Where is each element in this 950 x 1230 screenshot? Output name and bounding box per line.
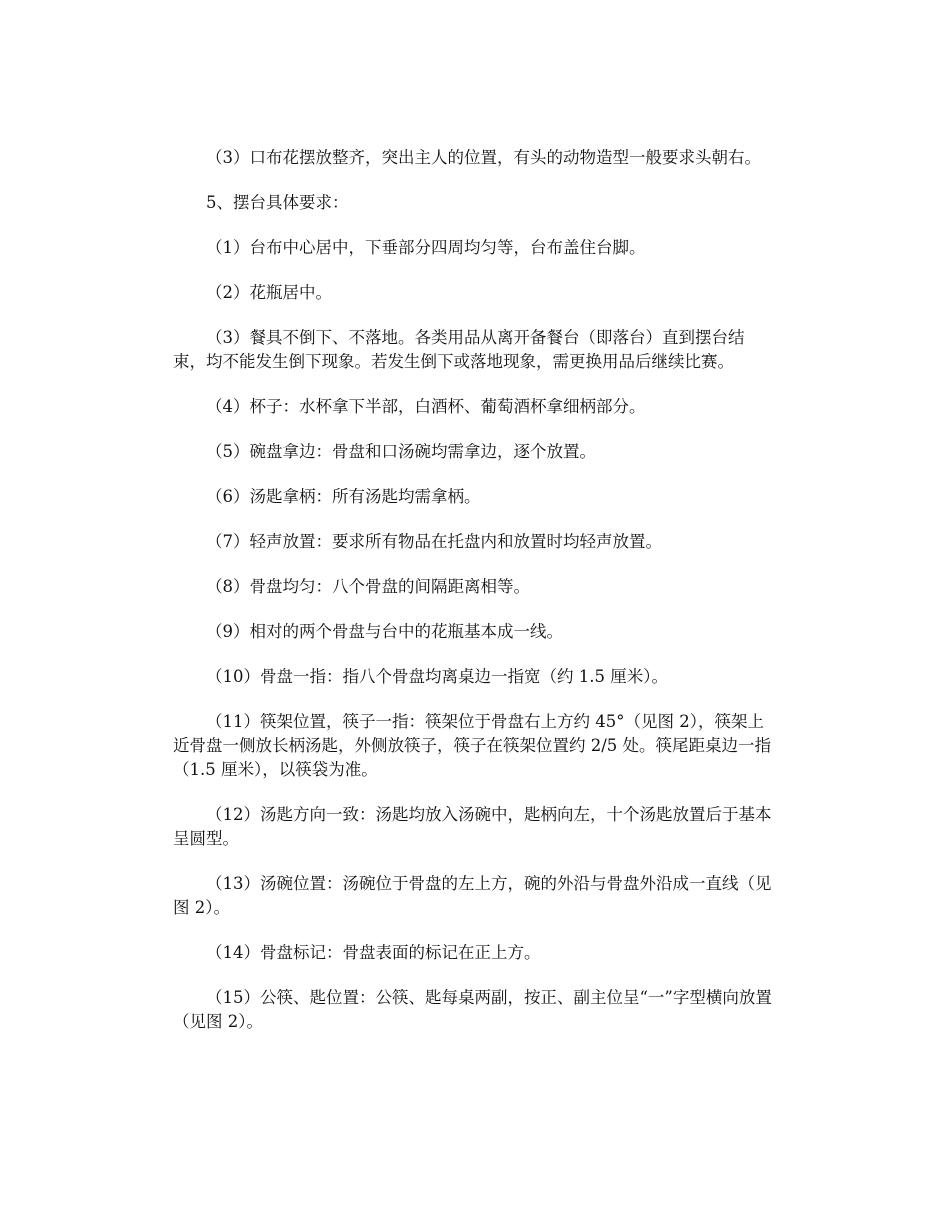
paragraph-spoon-handle: （6）汤匙拿柄：所有汤匙均需拿柄。 [206,487,481,506]
document-body [173,146,773,1034]
paragraph-napkin-fold: （3）口布花摆放整齐，突出主人的位置，有头的动物造型一般要求头朝右。 [206,148,761,167]
paragraph-soup-bowl-position: （13）汤碗位置：汤碗位于骨盘的左上方，碗的外沿与骨盘外沿成一直线（见图 2）。 [173,874,772,917]
paragraph-plate-edge: （10）骨盘一指：指八个骨盘均离桌边一指宽（约 1.5 厘米）。 [206,667,668,686]
paragraph-plate-alignment: （9）相对的两个骨盘与台中的花瓶基本成一线。 [206,622,563,641]
paragraph-serving-utensils: （15）公筷、匙位置：公筷、匙每桌两副，按正、副主位呈“一”字型横向放置（见图 2）。 [173,988,772,1031]
paragraph-cups: （4）杯子：水杯拿下半部，白酒杯、葡萄酒杯拿细柄部分。 [206,397,646,416]
paragraph-plate-marking: （14）骨盘标记：骨盘表面的标记在正上方。 [206,943,541,962]
paragraph-vase: （2）花瓶居中。 [206,283,332,302]
section-heading-table-setting-requirements: 5、摆台具体要求： [206,193,349,212]
paragraph-tablecloth: （1）台布中心居中，下垂部分四周均匀等，台布盖住台脚。 [206,238,646,257]
paragraph-quiet-placement: （7）轻声放置：要求所有物品在托盘内和放置时均轻声放置。 [206,532,662,551]
paragraph-chopstick-rest: （11）筷架位置，筷子一指：筷架位于骨盘右上方约 45°（见图 2），筷架上近骨盘一侧放长柄汤匙，外侧放筷子，筷子在筷架位置约 2/5 处。筷尾距桌边一指（1.5 厘米），以筷袋为准。 [173,712,772,779]
paragraph-plate-spacing: （8）骨盘均匀：八个骨盘的间隔距离相等。 [206,577,530,596]
paragraph-spoon-direction: （12）汤匙方向一致：汤匙均放入汤碗中，匙柄向左，十个汤匙放置后于基本呈圆型。 [173,805,772,848]
paragraph-bowls-plates: （5）碗盘拿边：骨盘和口汤碗均需拿边，逐个放置。 [206,442,596,461]
paragraph-tableware-not-falling: （3）餐具不倒下、不落地。各类用品从离开备餐台（即落台）直到摆台结束，均不能发生倒下现象。若发生倒下或落地现象，需更换用品后继续比赛。 [173,328,745,371]
